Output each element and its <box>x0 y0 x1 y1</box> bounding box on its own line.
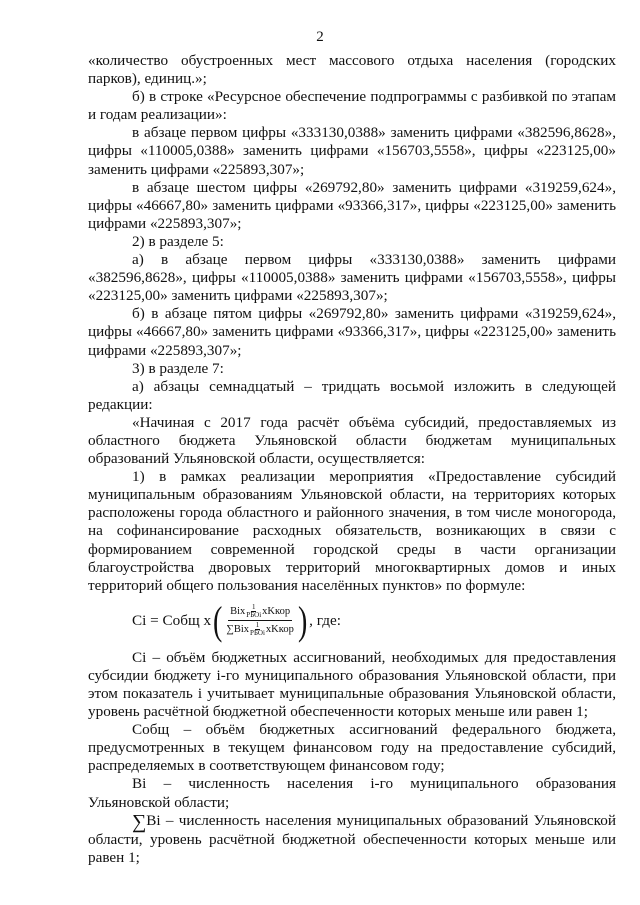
paragraph: в абзаце первом цифры «333130,0388» заменить цифрами «382596,8628», цифры «110005,0388» заменить цифрами «156703,5558», цифры «223125,00» заменить цифрами «225893,307»; <box>88 124 616 178</box>
paragraph: в абзаце шестом цифры «269792,80» заменить цифрами «319259,624», цифры «46667,80» заменить цифрами «93366,317», цифры «223125,00» заменить цифрами «225893,307»; <box>88 178 616 232</box>
page-number: 2 <box>316 29 324 45</box>
formula-denominator: ∑Bix 1 РБОi xKкор <box>226 621 294 638</box>
paragraph: 3) в разделе 7: <box>132 359 224 377</box>
formula-lhs: Ci = Собщ x <box>132 611 212 629</box>
formula-numerator: Bix 1 РБОi xKкор <box>230 603 291 620</box>
subsidy-formula <box>132 597 616 643</box>
document-body <box>88 52 616 867</box>
paragraph: 2) в разделе 5: <box>132 232 224 250</box>
paragraph: Собщ – объём бюджетных ассигнований федерального бюджета, предусмотренных в текущем финансовом году на предоставление субсидий, распределяемых в соответствующем финансовом году; <box>88 721 616 775</box>
paragraph-sum <box>88 812 616 867</box>
sum-text: – численность населения муниципальных образований Ульяновской области, уровень расчётной бюджетной обеспеченности которых меньше или равен 1; <box>88 811 616 866</box>
formula-parenthesis: ( Bix 1 РБОi xKкор ∑Bix 1 РБОi xKкор ) <box>213 597 308 643</box>
paragraph: Ci – объём бюджетных ассигнований, необходимых для предоставления субсидии бюджету i-го муниципального образования Ульяновской области, при этом показатель i учитывает муниципальные образования Ульяновской области, уровень расчётной бюджетной обеспеченности которых меньше или равен 1; <box>88 648 616 721</box>
paragraph: б) в строке «Ресурсное обеспечение подпрограммы с разбивкой по этапам и годам реализации»: <box>88 88 616 124</box>
paragraph: 1) в рамках реализации мероприятия «Предоставление субсидий муниципальным образованиям Ульяновской области, на территориях которых расположены города областного и районного значения, в том числе моногорода, на софинансирование расходных обязательств, возникающих в связи с формированием современной городской среды в части организации благоустройства дворовых территорий многоквартирных домов и иных территорий общего пользования населённых пунктов» по формуле: <box>88 468 616 594</box>
formula-fraction <box>224 604 295 637</box>
paragraph: «количество обустроенных мест массового отдыха населения (городских парков), единиц.»; <box>88 52 616 88</box>
sum-symbol: ∑ <box>132 810 147 833</box>
formula-suffix: , где: <box>309 611 341 629</box>
paragraph: Bi – численность населения i-го муниципального образования Ульяновской области; <box>88 775 616 811</box>
paragraph: а) в абзаце первом цифры «333130,0388» заменить цифрами «382596,8628», цифры «110005,0388» заменить цифрами «156703,5558», цифры «223125,00» заменить цифрами «225893,307»; <box>88 251 616 305</box>
paragraph: «Начиная с 2017 года расчёт объёма субсидий, предоставляемых из областного бюджета Ульяновской области бюджетам муниципальных образований Ульяновской области, осуществляется: <box>88 413 616 468</box>
sum-variable: Bi <box>146 811 161 829</box>
paragraph: а) абзацы семнадцатый – тридцать восьмой изложить в следующей редакции: <box>88 377 616 413</box>
paragraph: б) в абзаце пятом цифры «269792,80» заменить цифрами «319259,624», цифры «46667,80» заменить цифрами «93366,317», цифры «223125,00» заменить цифрами «225893,307»; <box>88 305 616 359</box>
